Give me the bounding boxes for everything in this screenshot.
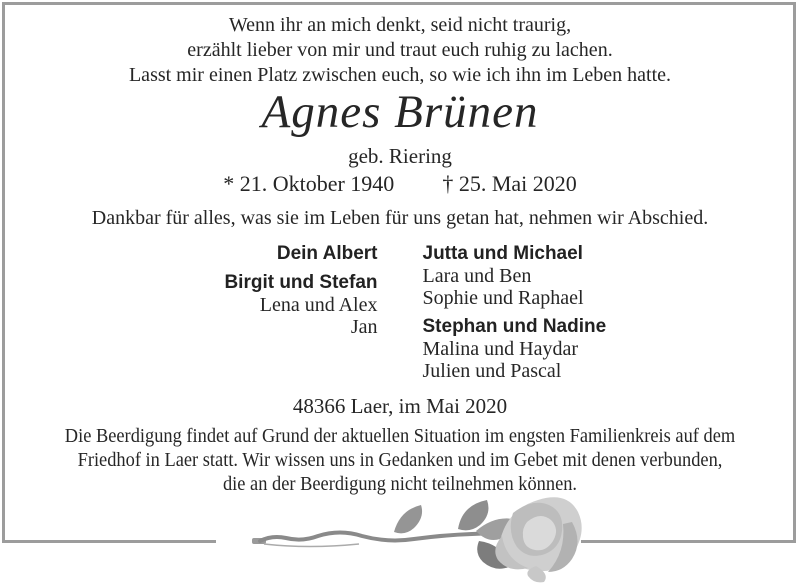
death-date: † 25. Mai 2020 <box>442 171 577 196</box>
poem-line: Wenn ihr an mich denkt, seid nicht traurig, <box>228 14 572 36</box>
mourner-name: Lena und Alex <box>259 294 378 316</box>
mourner-name: Lara und Ben <box>422 265 532 287</box>
mourner-name: Julien und Pascal <box>422 360 562 382</box>
mourner-name: Birgit und Stefan <box>224 272 378 293</box>
mourners-column-right <box>410 243 800 382</box>
life-dates <box>0 171 800 197</box>
farewell-sentence: Dankbar für alles, was sie im Leben für uns getan hat, nehmen wir Abschied. <box>91 207 709 229</box>
mourner-name: Malina und Haydar <box>422 338 579 360</box>
maiden-name: geb. Riering <box>348 144 452 168</box>
frame-border-bottom-right <box>581 540 796 543</box>
mourner-name: Jutta und Michael <box>422 243 583 264</box>
funeral-note-line: Die Beerdigung findet auf Grund der aktuellen Situation im engsten Familienkreis auf dem <box>64 425 736 447</box>
rose-icon <box>236 494 584 585</box>
mourner-name: Dein Albert <box>276 243 378 264</box>
poem-line: erzählt lieber von mir und traut euch ruhig zu lachen. <box>187 39 613 61</box>
mourner-name: Jan <box>350 316 378 338</box>
frame-border-bottom-left <box>2 540 216 543</box>
mourner-name: Stephan und Nadine <box>422 316 607 337</box>
poem-line: Lasst mir einen Platz zwischen euch, so wie ich ihn im Leben hatte. <box>128 64 672 86</box>
frame-border-top <box>2 2 796 5</box>
mourners-column-left <box>0 243 410 382</box>
funeral-note-line: die an der Beerdigung nicht teilnehmen können. <box>222 473 578 495</box>
birth-date: * 21. Oktober 1940 <box>223 171 395 196</box>
deceased-name: Agnes Brünen <box>261 86 539 138</box>
poem <box>0 13 800 88</box>
mourners-list <box>0 243 800 382</box>
mourner-name: Sophie und Raphael <box>422 287 584 309</box>
funeral-note <box>32 424 768 496</box>
rose-image <box>236 494 584 585</box>
place-date: 48366 Laer, im Mai 2020 <box>292 394 508 418</box>
funeral-note-line: Friedhof in Laer statt. Wir wissen uns in Gedanken und im Gebet mit denen verbunden, <box>77 449 723 471</box>
